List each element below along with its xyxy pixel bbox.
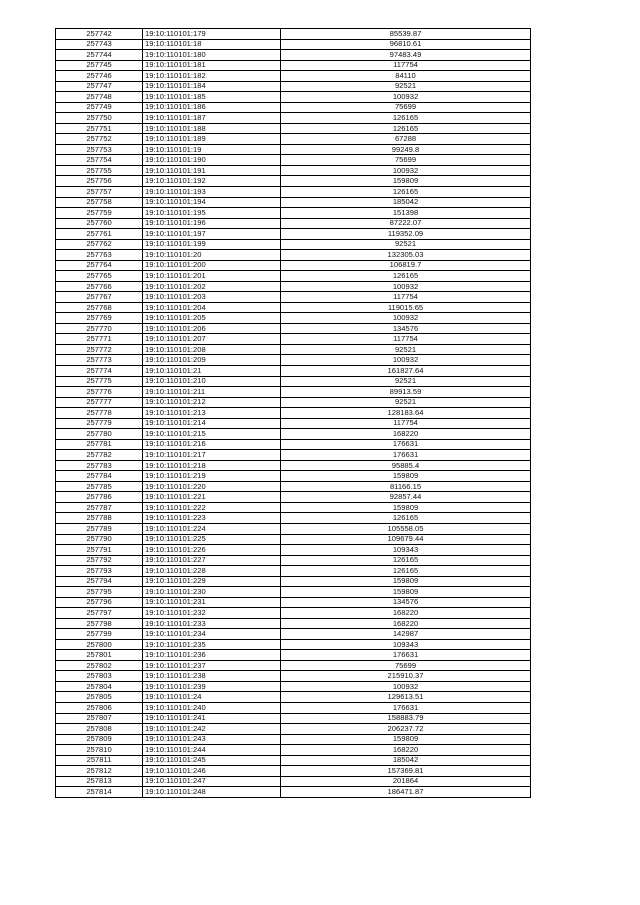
row-number-cell: 257813 [56,776,143,787]
value-cell: 159809 [281,734,531,745]
table-row [56,344,531,355]
row-number-cell: 257803 [56,671,143,682]
cadastral-number-cell: 19:10:110101:234 [143,629,281,640]
value-cell: 67288 [281,134,531,145]
table-row [56,376,531,387]
cadastral-number-cell: 19:10:110101:224 [143,523,281,534]
table-row [56,429,531,440]
cadastral-number-cell: 19:10:110101:215 [143,429,281,440]
row-number-cell: 257787 [56,502,143,513]
table-row [56,229,531,240]
value-cell: 159809 [281,471,531,482]
cadastral-number-cell: 19:10:110101:181 [143,60,281,71]
cadastral-number-cell: 19:10:110101:199 [143,239,281,250]
cadastral-number-cell: 19:10:110101:196 [143,218,281,229]
value-cell: 129613.51 [281,692,531,703]
cadastral-number-cell: 19:10:110101:222 [143,502,281,513]
cadastral-number-cell: 19:10:110101:211 [143,387,281,398]
row-number-cell: 257808 [56,724,143,735]
value-cell: 176631 [281,650,531,661]
row-number-cell: 257742 [56,29,143,40]
value-cell: 92857.44 [281,492,531,503]
table-row [56,239,531,250]
cadastral-number-cell: 19:10:110101:233 [143,618,281,629]
row-number-cell: 257743 [56,39,143,50]
row-number-cell: 257785 [56,481,143,492]
cadastral-number-cell: 19:10:110101:209 [143,355,281,366]
table-row [56,734,531,745]
value-cell: 117754 [281,60,531,71]
table-row [56,639,531,650]
row-number-cell: 257782 [56,450,143,461]
row-number-cell: 257762 [56,239,143,250]
row-number-cell: 257765 [56,271,143,282]
table-row [56,766,531,777]
value-cell: 159809 [281,176,531,187]
table-row [56,39,531,50]
table-row [56,724,531,735]
table-row [56,60,531,71]
cadastral-number-cell: 19:10:110101:200 [143,260,281,271]
cadastral-number-cell: 19:10:110101:191 [143,165,281,176]
cadastral-number-cell: 19:10:110101:189 [143,134,281,145]
row-number-cell: 257798 [56,618,143,629]
cadastral-number-cell: 19:10:110101:212 [143,397,281,408]
row-number-cell: 257776 [56,387,143,398]
value-cell: 159809 [281,576,531,587]
cadastral-number-cell: 19:10:110101:188 [143,123,281,134]
value-cell: 97483.49 [281,50,531,61]
cadastral-number-cell: 19:10:110101:24 [143,692,281,703]
row-number-cell: 257778 [56,408,143,419]
row-number-cell: 257811 [56,755,143,766]
value-cell: 157369.81 [281,766,531,777]
row-number-cell: 257770 [56,323,143,334]
value-cell: 100932 [281,281,531,292]
table-row [56,176,531,187]
table-row [56,50,531,61]
data-table [55,28,531,798]
row-number-cell: 257779 [56,418,143,429]
value-cell: 95885.4 [281,460,531,471]
row-number-cell: 257744 [56,50,143,61]
table-body [56,29,531,798]
cadastral-number-cell: 19:10:110101:195 [143,208,281,219]
table-row [56,123,531,134]
row-number-cell: 257792 [56,555,143,566]
value-cell: 100932 [281,92,531,103]
cadastral-number-cell: 19:10:110101:236 [143,650,281,661]
table-row [56,397,531,408]
value-cell: 85539.87 [281,29,531,40]
table-row [56,502,531,513]
row-number-cell: 257794 [56,576,143,587]
table-row [56,460,531,471]
value-cell: 84110 [281,71,531,82]
table-row [56,703,531,714]
value-cell: 132305.03 [281,250,531,261]
cadastral-number-cell: 19:10:110101:210 [143,376,281,387]
value-cell: 126165 [281,513,531,524]
value-cell: 87222.07 [281,218,531,229]
row-number-cell: 257759 [56,208,143,219]
table-row [56,650,531,661]
row-number-cell: 257786 [56,492,143,503]
cadastral-number-cell: 19:10:110101:202 [143,281,281,292]
row-number-cell: 257795 [56,587,143,598]
table-row [56,481,531,492]
row-number-cell: 257750 [56,113,143,124]
value-cell: 106819.7 [281,260,531,271]
table-row [56,439,531,450]
value-cell: 109343 [281,639,531,650]
cadastral-number-cell: 19:10:110101:190 [143,155,281,166]
table-row [56,787,531,798]
table-row [56,492,531,503]
cadastral-number-cell: 19:10:110101:204 [143,302,281,313]
table-row [56,471,531,482]
row-number-cell: 257784 [56,471,143,482]
row-number-cell: 257812 [56,766,143,777]
cadastral-number-cell: 19:10:110101:192 [143,176,281,187]
value-cell: 168220 [281,429,531,440]
row-number-cell: 257751 [56,123,143,134]
row-number-cell: 257800 [56,639,143,650]
value-cell: 168220 [281,618,531,629]
table-row [56,692,531,703]
table-row [56,29,531,40]
row-number-cell: 257756 [56,176,143,187]
cadastral-number-cell: 19:10:110101:207 [143,334,281,345]
row-number-cell: 257799 [56,629,143,640]
row-number-cell: 257771 [56,334,143,345]
row-number-cell: 257802 [56,660,143,671]
table-row [56,113,531,124]
table-row [56,671,531,682]
cadastral-number-cell: 19:10:110101:219 [143,471,281,482]
row-number-cell: 257767 [56,292,143,303]
value-cell: 206237.72 [281,724,531,735]
cadastral-number-cell: 19:10:110101:230 [143,587,281,598]
value-cell: 151398 [281,208,531,219]
cadastral-number-cell: 19:10:110101:205 [143,313,281,324]
value-cell: 100932 [281,165,531,176]
table-row [56,713,531,724]
value-cell: 128183.64 [281,408,531,419]
table-row [56,134,531,145]
cadastral-number-cell: 19:10:110101:220 [143,481,281,492]
value-cell: 185042 [281,755,531,766]
cadastral-number-cell: 19:10:110101:225 [143,534,281,545]
table-row [56,450,531,461]
value-cell: 159809 [281,502,531,513]
row-number-cell: 257807 [56,713,143,724]
row-number-cell: 257781 [56,439,143,450]
cadastral-number-cell: 19:10:110101:20 [143,250,281,261]
table-row [56,92,531,103]
value-cell: 100932 [281,355,531,366]
cadastral-number-cell: 19:10:110101:203 [143,292,281,303]
row-number-cell: 257752 [56,134,143,145]
cadastral-number-cell: 19:10:110101:184 [143,81,281,92]
table-row [56,355,531,366]
cadastral-number-cell: 19:10:110101:227 [143,555,281,566]
cadastral-number-cell: 19:10:110101:247 [143,776,281,787]
cadastral-number-cell: 19:10:110101:208 [143,344,281,355]
table-row [56,745,531,756]
value-cell: 109679.44 [281,534,531,545]
table-row [56,513,531,524]
value-cell: 158883.79 [281,713,531,724]
cadastral-number-cell: 19:10:110101:248 [143,787,281,798]
table-row [56,271,531,282]
cadastral-number-cell: 19:10:110101:242 [143,724,281,735]
row-number-cell: 257745 [56,60,143,71]
value-cell: 92521 [281,239,531,250]
table-row [56,281,531,292]
table-row [56,250,531,261]
value-cell: 142987 [281,629,531,640]
table-row [56,523,531,534]
row-number-cell: 257796 [56,597,143,608]
value-cell: 134576 [281,323,531,334]
table-row [56,144,531,155]
table-row [56,660,531,671]
value-cell: 168220 [281,608,531,619]
value-cell: 96810.61 [281,39,531,50]
value-cell: 185042 [281,197,531,208]
cadastral-number-cell: 19:10:110101:229 [143,576,281,587]
value-cell: 117754 [281,418,531,429]
table-row [56,186,531,197]
value-cell: 75699 [281,660,531,671]
cadastral-number-cell: 19:10:110101:241 [143,713,281,724]
table-row [56,681,531,692]
value-cell: 176631 [281,450,531,461]
cadastral-number-cell: 19:10:110101:223 [143,513,281,524]
value-cell: 105558.05 [281,523,531,534]
table-row [56,366,531,377]
value-cell: 161827.64 [281,366,531,377]
cadastral-number-cell: 19:10:110101:245 [143,755,281,766]
value-cell: 81166.15 [281,481,531,492]
row-number-cell: 257775 [56,376,143,387]
table-row [56,292,531,303]
cadastral-number-cell: 19:10:110101:194 [143,197,281,208]
cadastral-number-cell: 19:10:110101:182 [143,71,281,82]
row-number-cell: 257766 [56,281,143,292]
value-cell: 99249.8 [281,144,531,155]
row-number-cell: 257757 [56,186,143,197]
table-row [56,208,531,219]
cadastral-number-cell: 19:10:110101:239 [143,681,281,692]
cadastral-number-cell: 19:10:110101:243 [143,734,281,745]
row-number-cell: 257754 [56,155,143,166]
row-number-cell: 257773 [56,355,143,366]
value-cell: 109343 [281,545,531,556]
value-cell: 215910.37 [281,671,531,682]
value-cell: 126165 [281,186,531,197]
value-cell: 176631 [281,703,531,714]
row-number-cell: 257761 [56,229,143,240]
row-number-cell: 257806 [56,703,143,714]
row-number-cell: 257793 [56,566,143,577]
cadastral-number-cell: 19:10:110101:179 [143,29,281,40]
value-cell: 92521 [281,344,531,355]
row-number-cell: 257763 [56,250,143,261]
value-cell: 117754 [281,334,531,345]
row-number-cell: 257805 [56,692,143,703]
cadastral-number-cell: 19:10:110101:213 [143,408,281,419]
table-row [56,545,531,556]
table-row [56,313,531,324]
table-row [56,155,531,166]
value-cell: 201864 [281,776,531,787]
row-number-cell: 257755 [56,165,143,176]
row-number-cell: 257774 [56,366,143,377]
row-number-cell: 257783 [56,460,143,471]
cadastral-number-cell: 19:10:110101:231 [143,597,281,608]
row-number-cell: 257804 [56,681,143,692]
row-number-cell: 257753 [56,144,143,155]
cadastral-number-cell: 19:10:110101:180 [143,50,281,61]
cadastral-number-cell: 19:10:110101:238 [143,671,281,682]
cadastral-number-cell: 19:10:110101:187 [143,113,281,124]
table-row [56,71,531,82]
row-number-cell: 257790 [56,534,143,545]
value-cell: 126165 [281,555,531,566]
table-row [56,323,531,334]
cadastral-number-cell: 19:10:110101:221 [143,492,281,503]
value-cell: 126165 [281,271,531,282]
value-cell: 126165 [281,123,531,134]
table-row [56,534,531,545]
value-cell: 100932 [281,313,531,324]
row-number-cell: 257809 [56,734,143,745]
cadastral-number-cell: 19:10:110101:235 [143,639,281,650]
value-cell: 92521 [281,81,531,92]
cadastral-number-cell: 19:10:110101:206 [143,323,281,334]
table-row [56,755,531,766]
table-row [56,165,531,176]
table-row [56,776,531,787]
row-number-cell: 257810 [56,745,143,756]
table-row [56,629,531,640]
cadastral-number-cell: 19:10:110101:186 [143,102,281,113]
row-number-cell: 257788 [56,513,143,524]
cadastral-number-cell: 19:10:110101:21 [143,366,281,377]
row-number-cell: 257801 [56,650,143,661]
value-cell: 126165 [281,566,531,577]
table-row [56,408,531,419]
value-cell: 186471.87 [281,787,531,798]
table-row [56,597,531,608]
cadastral-number-cell: 19:10:110101:185 [143,92,281,103]
cadastral-number-cell: 19:10:110101:216 [143,439,281,450]
cadastral-number-cell: 19:10:110101:237 [143,660,281,671]
cadastral-number-cell: 19:10:110101:193 [143,186,281,197]
cadastral-number-cell: 19:10:110101:19 [143,144,281,155]
table-row [56,260,531,271]
table-row [56,555,531,566]
row-number-cell: 257748 [56,92,143,103]
row-number-cell: 257746 [56,71,143,82]
cadastral-number-cell: 19:10:110101:214 [143,418,281,429]
cadastral-number-cell: 19:10:110101:228 [143,566,281,577]
cadastral-number-cell: 19:10:110101:217 [143,450,281,461]
row-number-cell: 257780 [56,429,143,440]
value-cell: 126165 [281,113,531,124]
cadastral-number-cell: 19:10:110101:244 [143,745,281,756]
table-row [56,302,531,313]
table-row [56,387,531,398]
value-cell: 134576 [281,597,531,608]
value-cell: 119015.65 [281,302,531,313]
value-cell: 100932 [281,681,531,692]
value-cell: 119352.09 [281,229,531,240]
value-cell: 89913.59 [281,387,531,398]
value-cell: 92521 [281,397,531,408]
value-cell: 159809 [281,587,531,598]
table-row [56,197,531,208]
row-number-cell: 257791 [56,545,143,556]
table-row [56,81,531,92]
row-number-cell: 257777 [56,397,143,408]
cadastral-number-cell: 19:10:110101:201 [143,271,281,282]
row-number-cell: 257749 [56,102,143,113]
row-number-cell: 257789 [56,523,143,534]
value-cell: 117754 [281,292,531,303]
row-number-cell: 257768 [56,302,143,313]
cadastral-number-cell: 19:10:110101:240 [143,703,281,714]
row-number-cell: 257797 [56,608,143,619]
row-number-cell: 257747 [56,81,143,92]
table-row [56,587,531,598]
cadastral-number-cell: 19:10:110101:197 [143,229,281,240]
table-row [56,576,531,587]
cadastral-number-cell: 19:10:110101:246 [143,766,281,777]
cadastral-number-cell: 19:10:110101:226 [143,545,281,556]
cadastral-number-cell: 19:10:110101:218 [143,460,281,471]
row-number-cell: 257764 [56,260,143,271]
table-row [56,618,531,629]
table-row [56,566,531,577]
table-row [56,218,531,229]
table-row [56,334,531,345]
row-number-cell: 257814 [56,787,143,798]
row-number-cell: 257760 [56,218,143,229]
value-cell: 176631 [281,439,531,450]
table-row [56,102,531,113]
table-row [56,418,531,429]
value-cell: 75699 [281,155,531,166]
table-row [56,608,531,619]
value-cell: 92521 [281,376,531,387]
value-cell: 75699 [281,102,531,113]
value-cell: 168220 [281,745,531,756]
row-number-cell: 257758 [56,197,143,208]
row-number-cell: 257772 [56,344,143,355]
cadastral-number-cell: 19:10:110101:18 [143,39,281,50]
row-number-cell: 257769 [56,313,143,324]
cadastral-number-cell: 19:10:110101:232 [143,608,281,619]
